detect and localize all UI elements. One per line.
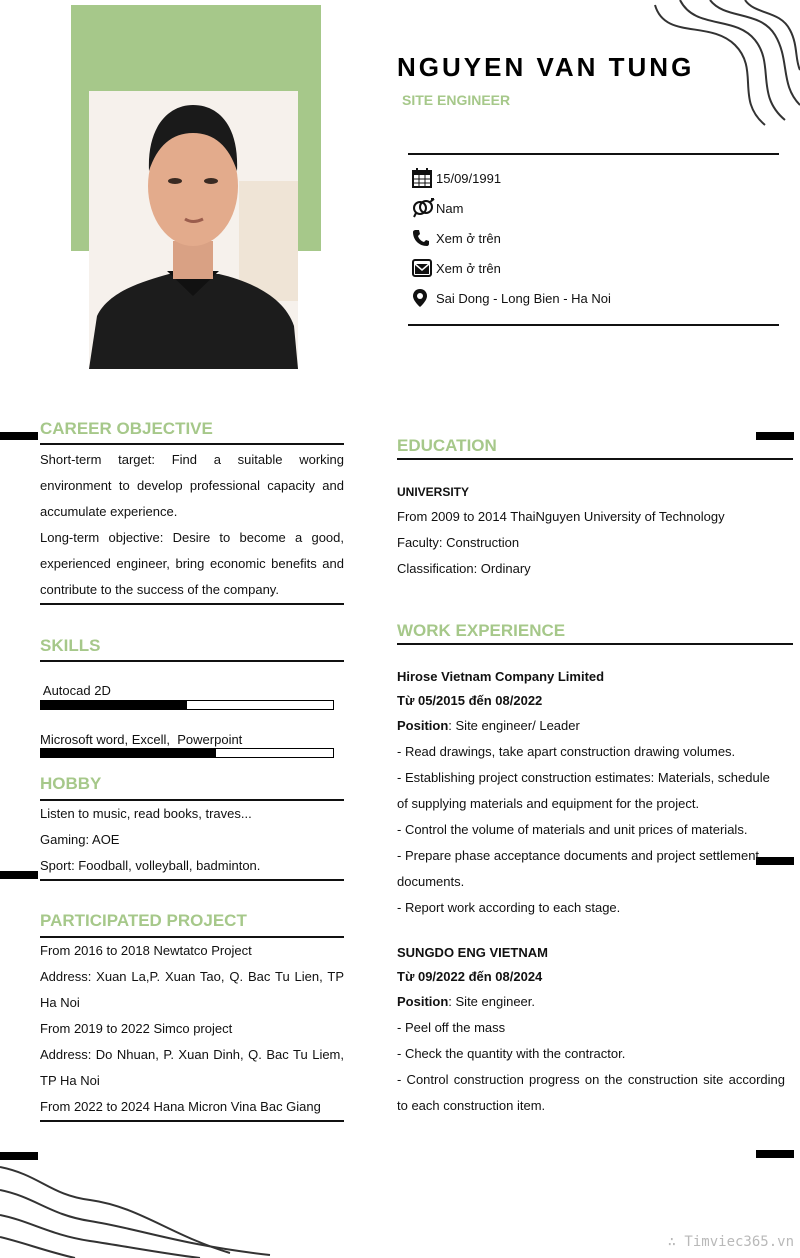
job-position bbox=[397, 989, 535, 1015]
job-duty: - Establishing project construction estimates: Materials, schedule of supplying materials and equipment for the project. bbox=[397, 770, 770, 811]
education-classification: Classification: Ordinary bbox=[397, 561, 531, 576]
avatar bbox=[89, 91, 298, 369]
education-faculty: Faculty: Construction bbox=[397, 535, 520, 550]
project-address: Address: Xuan La,P. Xuan Tao, Q. Bac Tu Lien, TP Ha Noi bbox=[40, 969, 344, 1010]
hobby-heading: HOBBY bbox=[40, 774, 102, 793]
education-school-label: UNIVERSITY bbox=[397, 485, 470, 499]
skill-name: Microsoft word, Excell, Powerpoint bbox=[40, 732, 243, 747]
edge-marker bbox=[0, 432, 38, 440]
decorative-waves-bottom-icon bbox=[0, 1155, 280, 1258]
work-heading: WORK EXPERIENCE bbox=[397, 621, 566, 640]
contact-gender bbox=[412, 196, 463, 220]
candidate-name: NGUYEN VAN TUNG bbox=[397, 52, 695, 82]
job-company: SUNGDO ENG VIETNAM bbox=[397, 945, 548, 960]
projects-heading: PARTICIPATED PROJECT bbox=[40, 911, 247, 930]
contact-bottom-divider bbox=[408, 324, 779, 326]
position-label: Position bbox=[397, 994, 449, 1009]
job-period: Từ 05/2015 đến 08/2022 bbox=[397, 693, 543, 708]
project-item: From 2019 to 2022 Simco project bbox=[40, 1021, 233, 1036]
position-label: Position bbox=[397, 718, 449, 733]
birthday-value: 15/09/1991 bbox=[436, 170, 502, 186]
job-duty: - Read drawings, take apart construction drawing volumes. bbox=[397, 744, 736, 759]
edge-marker bbox=[756, 1150, 794, 1158]
project-item: From 2022 to 2024 Hana Micron Vina Bac Giang bbox=[40, 1099, 321, 1114]
candidate-title: SITE ENGINEER bbox=[402, 92, 511, 108]
phone-icon bbox=[412, 227, 436, 249]
watermark: ∴ Timviec365.vn bbox=[667, 1234, 794, 1250]
job-position bbox=[397, 713, 580, 739]
email-icon bbox=[412, 257, 436, 279]
section-divider bbox=[40, 603, 344, 605]
address-value: Sai Dong - Long Bien - Ha Noi bbox=[436, 290, 611, 306]
person-photo-icon bbox=[89, 91, 298, 369]
skill-level-fill bbox=[41, 701, 187, 709]
skill-level-bar bbox=[40, 748, 334, 758]
career-objective-heading: CAREER OBJECTIVE bbox=[40, 419, 213, 438]
gender-value: Nam bbox=[436, 200, 464, 216]
job-duty: - Check the quantity with the contractor. bbox=[397, 1046, 626, 1061]
career-short-term: Short-term target: Find a suitable working environment to develop professional capacity and accumulate experience. bbox=[40, 452, 344, 519]
edge-marker bbox=[0, 871, 38, 879]
gender-icon bbox=[412, 197, 436, 219]
hobby-item: Gaming: AOE bbox=[40, 832, 120, 847]
calendar-icon bbox=[412, 167, 436, 189]
job-duty: - Control the volume of materials and unit prices of materials. bbox=[397, 822, 748, 837]
skill-level-fill bbox=[41, 749, 216, 757]
education-period: From 2009 to 2014 ThaiNguyen University of Technology bbox=[397, 509, 725, 524]
contact-phone bbox=[412, 226, 501, 250]
career-long-term: Long-term objective: Desire to become a good, experienced engineer, bring economic benefits and contribute to the success of the company. bbox=[40, 530, 344, 597]
email-value: Xem ở trên bbox=[436, 260, 501, 276]
project-item: From 2016 to 2018 Newtatco Project bbox=[40, 943, 252, 958]
job-period: Từ 09/2022 đến 08/2024 bbox=[397, 969, 543, 984]
location-pin-icon bbox=[412, 287, 436, 309]
position-value: : Site engineer/ Leader bbox=[448, 718, 580, 733]
contact-email bbox=[412, 256, 501, 280]
section-divider bbox=[397, 458, 793, 460]
section-divider bbox=[40, 879, 344, 881]
section-divider bbox=[40, 660, 344, 662]
project-address: Address: Do Nhuan, P. Xuan Dinh, Q. Bac Tu Liem, TP Ha Noi bbox=[40, 1047, 344, 1088]
job-duty: - Peel off the mass bbox=[397, 1020, 506, 1035]
job-duty: - Control construction progress on the construction site according to each construction item. bbox=[397, 1072, 785, 1113]
skill-name: Autocad 2D bbox=[40, 683, 111, 698]
hobby-item: Listen to music, read books, traves... bbox=[40, 806, 252, 821]
skill-level-bar bbox=[40, 700, 334, 710]
job-company: Hirose Vietnam Company Limited bbox=[397, 669, 605, 684]
job-duty: - Report work according to each stage. bbox=[397, 900, 621, 915]
section-divider bbox=[397, 643, 793, 645]
section-divider bbox=[40, 1120, 344, 1122]
contact-address bbox=[412, 286, 611, 310]
section-divider bbox=[40, 443, 344, 445]
contact-top-divider bbox=[408, 153, 779, 155]
edge-marker bbox=[756, 432, 794, 440]
position-value: : Site engineer. bbox=[448, 994, 536, 1009]
edge-marker bbox=[0, 1152, 38, 1160]
hobby-item: Sport: Foodball, volleyball, badminton. bbox=[40, 858, 261, 873]
phone-value: Xem ở trên bbox=[436, 230, 501, 246]
contact-birthday bbox=[412, 166, 501, 190]
skills-heading: SKILLS bbox=[40, 636, 101, 655]
job-duty: - Prepare phase acceptance documents and project settlement documents. bbox=[397, 848, 760, 889]
education-heading: EDUCATION bbox=[397, 436, 497, 455]
